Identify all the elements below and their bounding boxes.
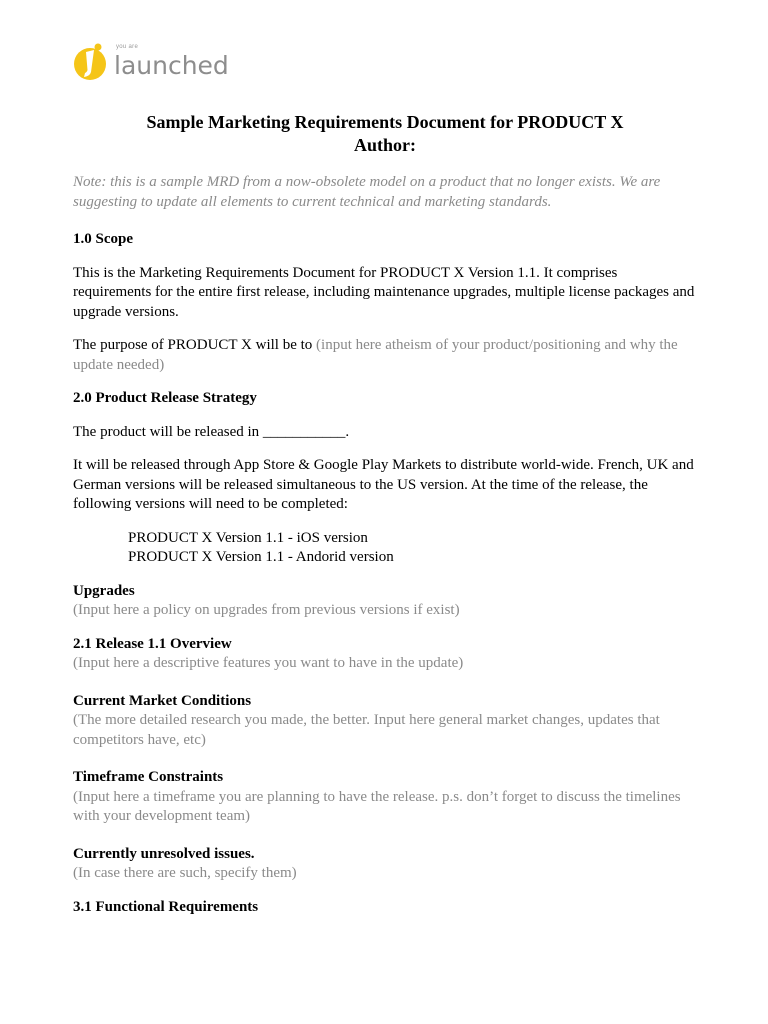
version-android: PRODUCT X Version 1.1 - Andorid version xyxy=(128,549,394,565)
document-title xyxy=(73,111,697,157)
timeframe-hint: (Input here a timeframe you are planning to have the release. p.s. don’t forget to discuss the timelines with your development team) xyxy=(73,788,681,824)
strategy-heading: 2.0 Product Release Strategy xyxy=(73,390,257,406)
title-line-1: Sample Marketing Requirements Document for PRODUCT X xyxy=(146,112,624,132)
issues-heading: Currently unresolved issues. xyxy=(73,845,255,862)
launch-mark-icon xyxy=(72,42,110,82)
sample-note: Note: this is a sample MRD from a now-obsolete model on a product that no longer exists. We are suggesting to update all elements to current technical and marketing standards. xyxy=(73,174,661,210)
logo-tagline: you are xyxy=(116,43,139,50)
issues-hint: (In case there are such, specify them) xyxy=(73,865,297,881)
brand-logo xyxy=(72,42,229,82)
release-paragraph: It will be released through App Store & Google Play Markets to distribute world-wide. French, UK and German versions will be released simultaneous to the US version. At the time of the release, the following versions will need to be completed: xyxy=(73,457,694,512)
logo-wordmark: launched xyxy=(114,50,229,80)
purpose-text: The purpose of PRODUCT X will be to xyxy=(73,337,317,353)
overview-hint: (Input here a descriptive features you want to have in the update) xyxy=(73,655,464,671)
timeframe-heading: Timeframe Constraints xyxy=(73,769,224,785)
upgrades-heading: Upgrades xyxy=(73,582,135,599)
document-body xyxy=(73,111,697,917)
market-heading: Current Market Conditions xyxy=(73,692,252,709)
functional-heading: 3.1 Functional Requirements xyxy=(73,898,259,915)
version-ios: PRODUCT X Version 1.1 - iOS version xyxy=(128,529,368,546)
purpose-paragraph xyxy=(73,336,697,375)
market-hint: (The more detailed research you made, the better. Input here general market changes, updates that competitors have, etc) xyxy=(73,712,660,748)
purpose-hint: (input here atheism of your product/positioning and why the update needed) xyxy=(73,337,678,373)
overview-heading: 2.1 Release 1.1 Overview xyxy=(73,635,232,652)
title-line-2: Author: xyxy=(354,135,416,155)
scope-paragraph: This is the Marketing Requirements Document for PRODUCT X Version 1.1. It comprises requirements for the entire first release, including maintenance upgrades, multiple license packages and upgrade versions. xyxy=(73,264,695,320)
upgrades-hint: (Input here a policy on upgrades from previous versions if exist) xyxy=(73,602,460,618)
release-date-line: The product will be released in ___________. xyxy=(73,423,350,440)
scope-heading: 1.0 Scope xyxy=(73,231,133,247)
